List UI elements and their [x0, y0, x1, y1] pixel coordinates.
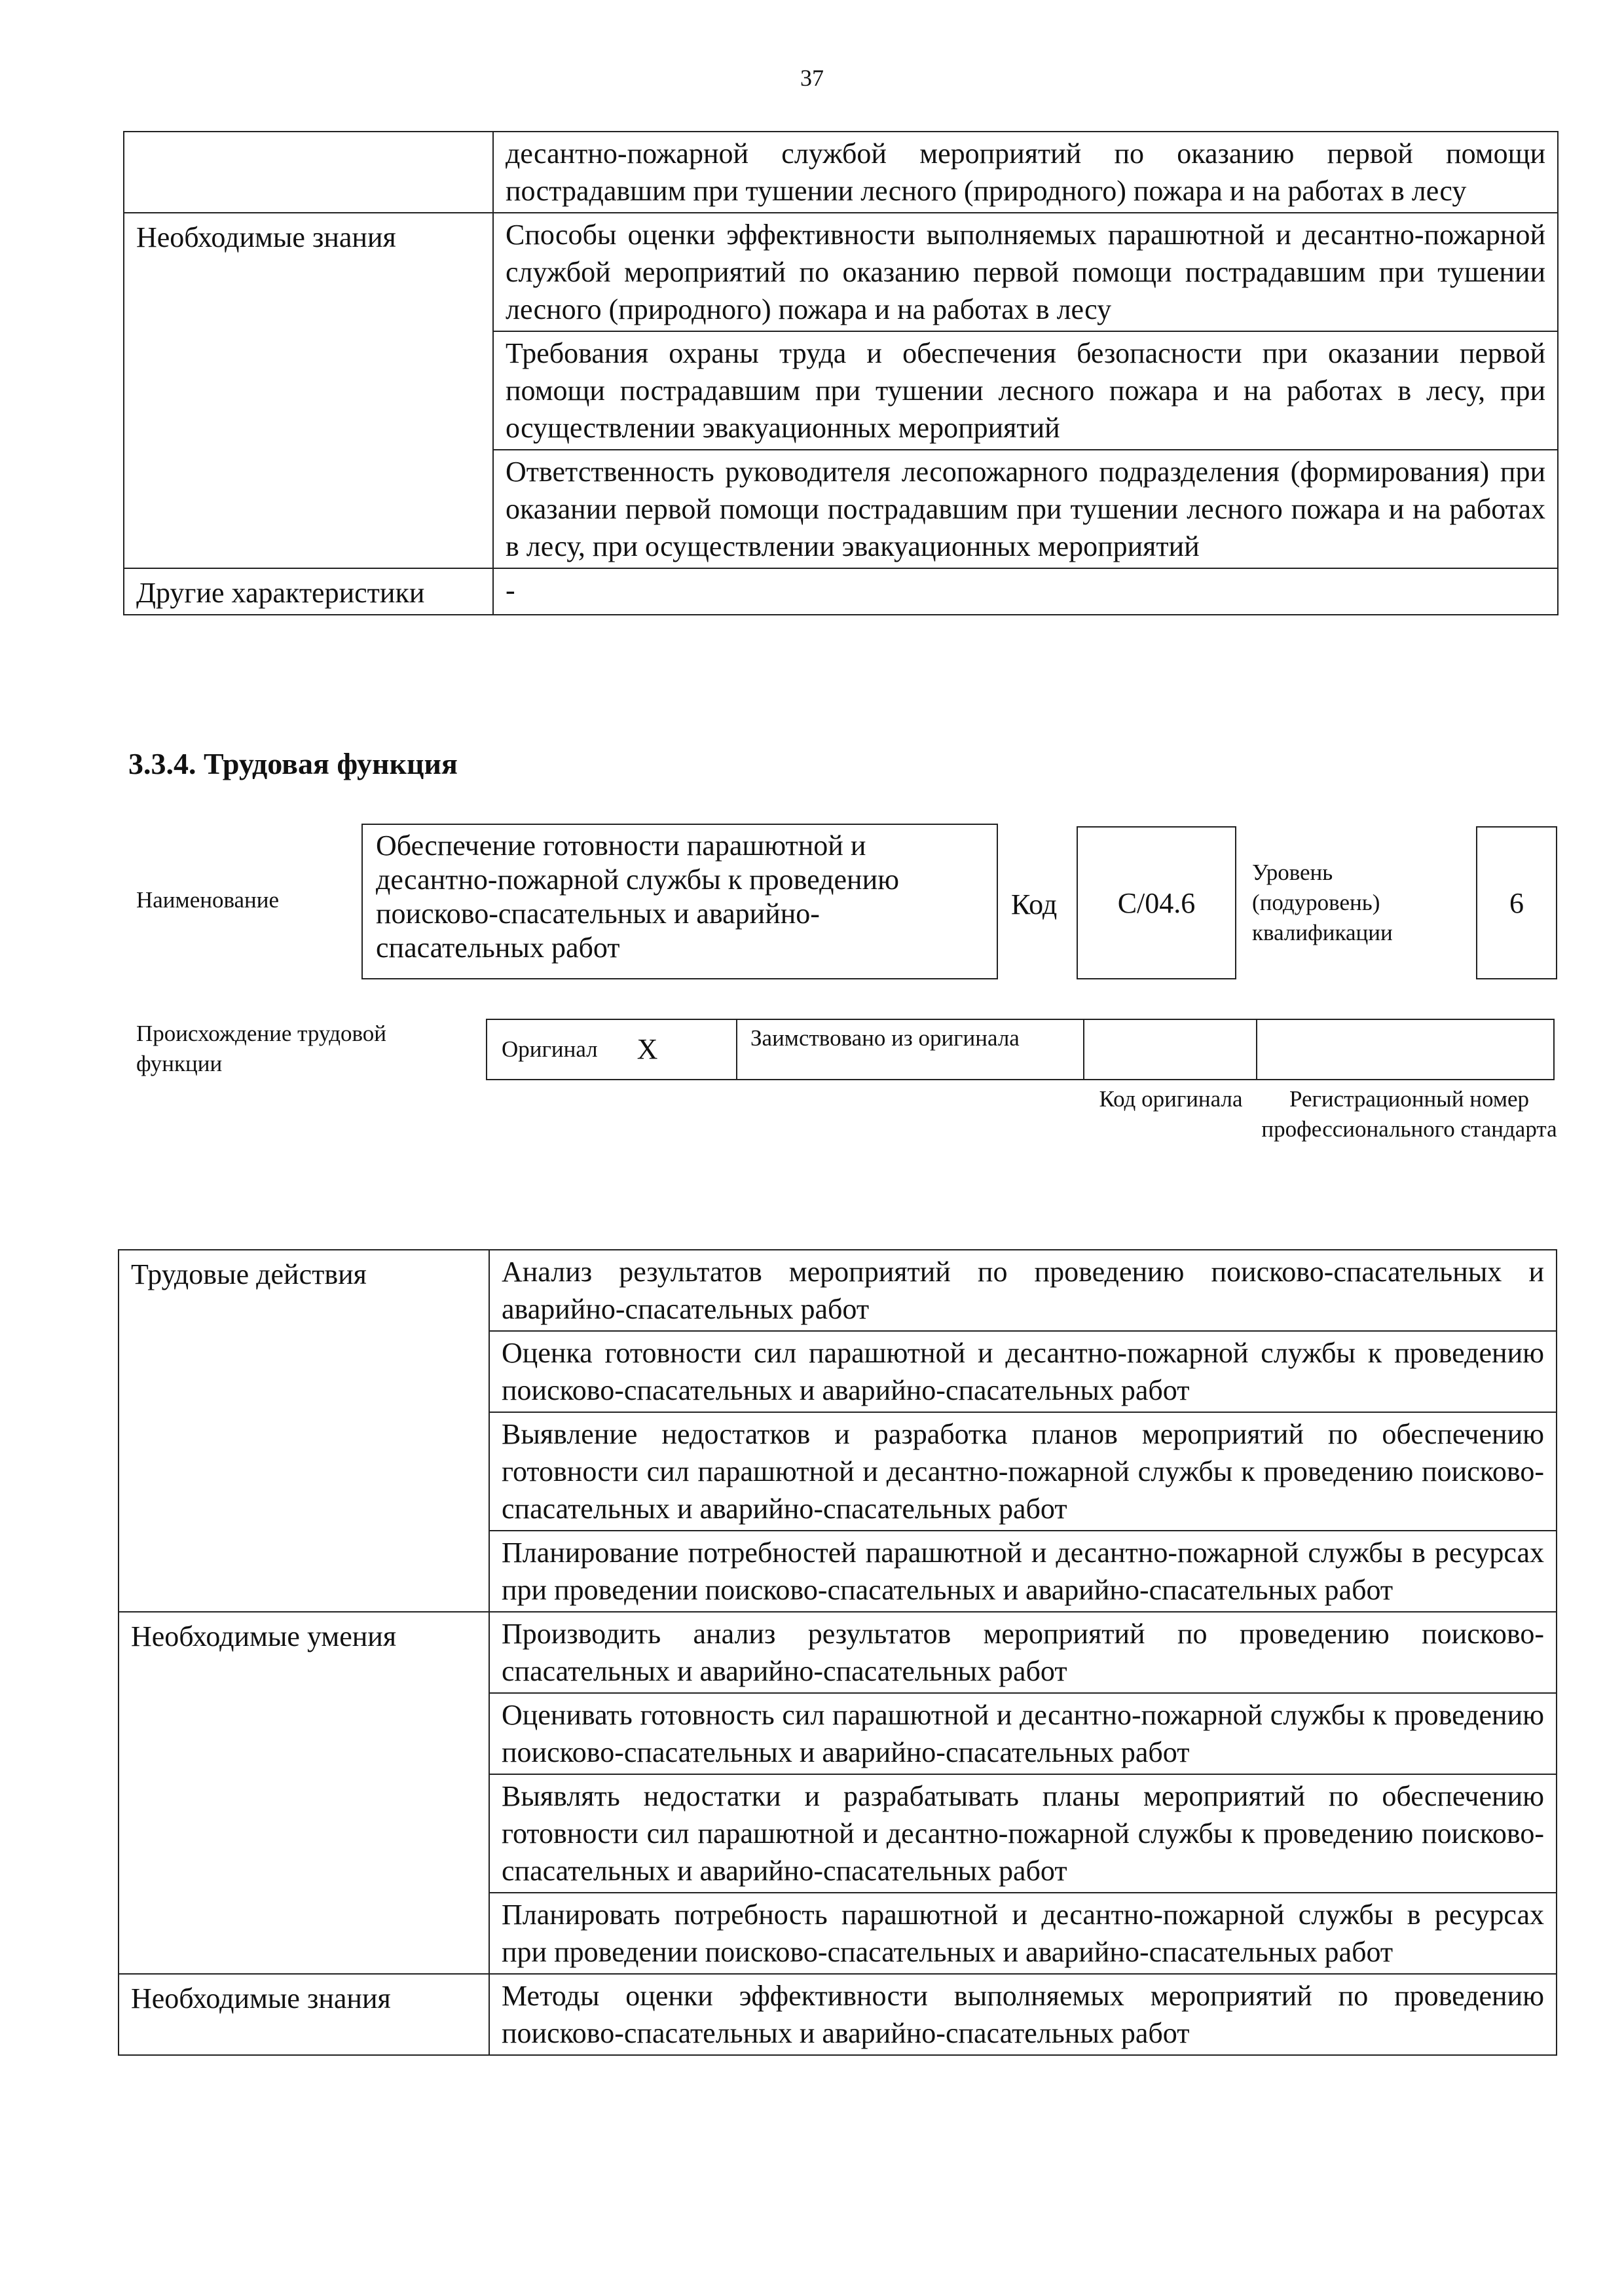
row-item-text: -: [493, 568, 1558, 615]
row-item-text: Требования охраны труда и обеспечения безопасности при оказании первой помощи пострадавшим при тушении лесного пожара и на работах в лесу, при осуществлении эвакуационных мероприятий: [493, 331, 1558, 450]
original-code-caption: Код оригинала: [1099, 1086, 1243, 1112]
continuation-table: [123, 131, 1559, 615]
origin-table: [487, 1019, 1557, 1080]
code-value-field: C/04.6: [1077, 826, 1236, 979]
row-label: Необходимые знания: [119, 1974, 489, 2055]
borrowed-label: Заимствовано из оригинала: [736, 1019, 1084, 1080]
code-label: Код: [1011, 888, 1058, 920]
table-row: [119, 1612, 1557, 1693]
row-item-text: Оценивать готовность сил парашютной и десантно-пожарной службы к проведению поисково-спасательных и аварийно-спасательных работ: [489, 1693, 1557, 1774]
row-item-text: Планирование потребностей парашютной и десантно-пожарной службы в ресурсах при проведении поисково-спасательных и аварийно-спасательных работ: [489, 1531, 1557, 1612]
row-item-text: Оценка готовности сил парашютной и десантно-пожарной службы к проведению поисково-спасательных и аварийно-спасательных работ: [489, 1331, 1557, 1412]
table-row: [124, 213, 1558, 331]
row-item-text: Производить анализ результатов мероприятий по проведению поисково-спасательных и аварийно-спасательных работ: [489, 1612, 1557, 1693]
table-row: [119, 1250, 1557, 1331]
row-item-text: Методы оценки эффективности выполняемых мероприятий по проведению поисково-спасательных и аварийно-спасательных работ: [489, 1974, 1557, 2055]
original-checkmark: X: [637, 1033, 658, 1065]
row-item-text: Планировать потребность парашютной и десантно-пожарной службы в ресурсах при проведении поисково-спасательных и аварийно-спасательных работ: [489, 1893, 1557, 1974]
row-label: [124, 132, 493, 213]
table-row: [119, 1974, 1557, 2055]
page-number: 37: [800, 65, 824, 91]
row-item-text: Ответственность руководителя лесопожарного подразделения (формирования) при оказании первой помощи пострадавшим при тушении лесного пожара и на работах в лесу, при осуществлении эвакуационных мероприятий: [493, 450, 1558, 568]
origin-original-cell: [486, 1019, 737, 1080]
row-item-text: десантно-пожарной службой мероприятий по оказанию первой помощи пострадавшим при тушении лесного (природного) пожара и на работах в лесу: [493, 132, 1558, 213]
row-item-text: Способы оценки эффективности выполняемых парашютной и десантно-пожарной службой мероприятий по оказанию первой помощи пострадавшим при тушении лесного (природного) пожара и на работах в лесу: [493, 213, 1558, 331]
level-value-field: 6: [1476, 826, 1557, 979]
registration-number-caption: Регистрационный номер профессионального стандарта: [1261, 1086, 1557, 1142]
row-item-text: Выявление недостатков и разработка планов мероприятий по обеспечению готовности сил парашютной и десантно-пожарной службы к проведению поисково-спасательных и аварийно-спасательных работ: [489, 1412, 1557, 1531]
row-item-text: Анализ результатов мероприятий по проведению поисково-спасательных и аварийно-спасательных работ: [489, 1250, 1557, 1331]
row-label: Другие характеристики: [124, 568, 493, 615]
original-code-cell: [1083, 1019, 1257, 1080]
row-label: Необходимые умения: [119, 1612, 489, 1974]
section-heading: 3.3.4. Трудовая функция: [128, 747, 458, 780]
level-label: Уровень (подуровень) квалификации: [1252, 860, 1393, 945]
row-item-text: Выявлять недостатки и разрабатывать планы мероприятий по обеспечению готовности сил парашютной и десантно-пожарной службы к проведению поисково-спасательных и аварийно-спасательных работ: [489, 1774, 1557, 1893]
name-label: Наименование: [136, 887, 280, 913]
function-table: [118, 1249, 1557, 2056]
table-row: [124, 132, 1558, 213]
original-label: Оригинал: [502, 1036, 598, 1062]
origin-label: Происхождение трудовой функции: [136, 1021, 387, 1076]
function-name-field: Обеспечение готовности парашютной и десантно-пожарной службы к проведению поисково-спасательных и аварийно-спасательных работ: [361, 824, 998, 979]
registration-number-cell: [1256, 1019, 1555, 1080]
row-label: Трудовые действия: [119, 1250, 489, 1612]
row-label: Необходимые знания: [124, 213, 493, 568]
table-row: [124, 568, 1558, 615]
